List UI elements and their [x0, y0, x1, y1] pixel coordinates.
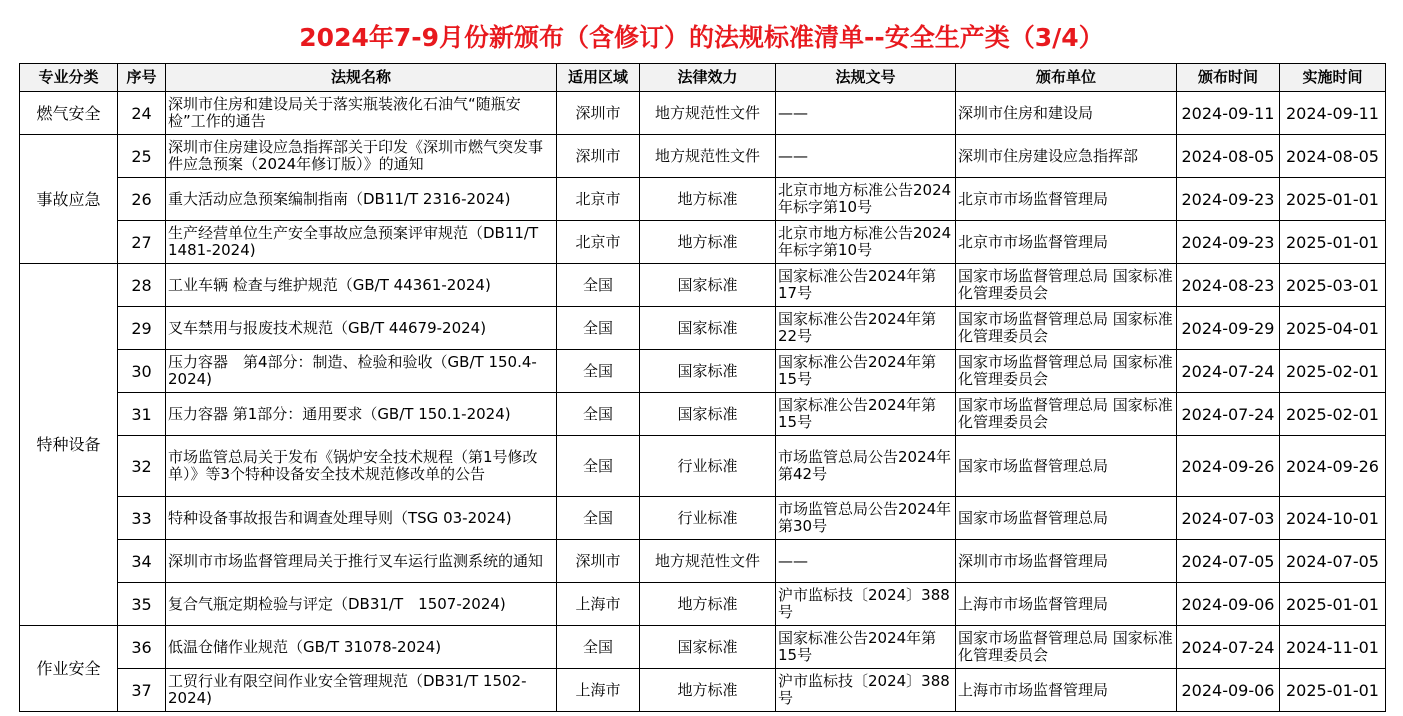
header-category: 专业分类: [20, 64, 118, 92]
table-row: [20, 350, 1386, 393]
row-issuer: 北京市市场监督管理局: [956, 221, 1177, 264]
row-name: 工贸行业有限空间作业安全管理规范（DB31/T 1502-2024): [166, 669, 557, 712]
row-docno: 国家标准公告2024年第15号: [776, 350, 956, 393]
row-name: 叉车禁用与报废技术规范（GB/T 44679-2024): [166, 307, 557, 350]
row-region: 全国: [557, 436, 640, 497]
row-name: 压力容器 第4部分：制造、检验和验收（GB/T 150.4-2024): [166, 350, 557, 393]
row-docno: ——: [776, 92, 956, 135]
row-effect: 国家标准: [640, 350, 776, 393]
regulation-table: [19, 63, 1386, 712]
row-effect: 地方标准: [640, 669, 776, 712]
row-docno: 北京市地方标准公告2024年标字第10号: [776, 178, 956, 221]
table-row: [20, 307, 1386, 350]
row-pub-date: 2024-09-29: [1177, 307, 1280, 350]
row-impl-date: 2025-01-01: [1280, 221, 1386, 264]
row-no: 36: [118, 626, 166, 669]
row-pub-date: 2024-09-26: [1177, 436, 1280, 497]
row-impl-date: 2024-09-11: [1280, 92, 1386, 135]
row-pub-date: 2024-08-23: [1177, 264, 1280, 307]
row-effect: 地方规范性文件: [640, 135, 776, 178]
row-effect: 地方标准: [640, 221, 776, 264]
row-name: 市场监管总局关于发布《锅炉安全技术规程（第1号修改单）》等3个特种设备安全技术规范修改单的公告: [166, 436, 557, 497]
row-docno: 国家标准公告2024年第15号: [776, 626, 956, 669]
row-pub-date: 2024-07-24: [1177, 350, 1280, 393]
row-name: 深圳市住房建设应急指挥部关于印发《深圳市燃气突发事件应急预案（2024年修订版）》的通知: [166, 135, 557, 178]
row-impl-date: 2024-11-01: [1280, 626, 1386, 669]
header-docno: 法规文号: [776, 64, 956, 92]
row-region: 上海市: [557, 669, 640, 712]
category-cell: 特种设备: [20, 264, 118, 626]
table-row: [20, 92, 1386, 135]
row-impl-date: 2024-07-05: [1280, 540, 1386, 583]
category-cell: 燃气安全: [20, 92, 118, 135]
row-impl-date: 2024-10-01: [1280, 497, 1386, 540]
header-impl-date: 实施时间: [1280, 64, 1386, 92]
row-effect: 地方规范性文件: [640, 92, 776, 135]
row-docno: 国家标准公告2024年第17号: [776, 264, 956, 307]
table-row: [20, 135, 1386, 178]
table-row: [20, 626, 1386, 669]
row-no: 33: [118, 497, 166, 540]
row-issuer: 上海市市场监督管理局: [956, 583, 1177, 626]
row-name: 工业车辆 检查与维护规范（GB/T 44361-2024): [166, 264, 557, 307]
row-name: 复合气瓶定期检验与评定（DB31/T 1507-2024): [166, 583, 557, 626]
row-pub-date: 2024-09-23: [1177, 221, 1280, 264]
row-impl-date: 2025-03-01: [1280, 264, 1386, 307]
page-title: 2024年7-9月份新颁布（含修订）的法规标准清单--安全生产类（3/4）: [299, 23, 1104, 52]
header-pub-date: 颁布时间: [1177, 64, 1280, 92]
row-effect: 国家标准: [640, 307, 776, 350]
row-effect: 地方规范性文件: [640, 540, 776, 583]
row-issuer: 国家市场监督管理总局: [956, 497, 1177, 540]
row-region: 全国: [557, 497, 640, 540]
table-row: [20, 264, 1386, 307]
row-pub-date: 2024-07-24: [1177, 626, 1280, 669]
row-impl-date: 2024-08-05: [1280, 135, 1386, 178]
row-impl-date: 2024-09-26: [1280, 436, 1386, 497]
row-no: 30: [118, 350, 166, 393]
table-row: [20, 540, 1386, 583]
table-row: [20, 583, 1386, 626]
table-row: [20, 436, 1386, 497]
row-effect: 地方标准: [640, 178, 776, 221]
row-no: 28: [118, 264, 166, 307]
row-docno: 市场监管总局公告2024年第42号: [776, 436, 956, 497]
row-impl-date: 2025-04-01: [1280, 307, 1386, 350]
row-issuer: 国家市场监督管理总局 国家标准化管理委员会: [956, 307, 1177, 350]
row-region: 全国: [557, 350, 640, 393]
header-no: 序号: [118, 64, 166, 92]
row-docno: 市场监管总局公告2024年第30号: [776, 497, 956, 540]
table-row: [20, 669, 1386, 712]
row-name: 低温仓储作业规范（GB/T 31078-2024): [166, 626, 557, 669]
row-impl-date: 2025-01-01: [1280, 178, 1386, 221]
row-issuer: 北京市市场监督管理局: [956, 178, 1177, 221]
row-region: 北京市: [557, 221, 640, 264]
row-name: 压力容器 第1部分：通用要求（GB/T 150.1-2024): [166, 393, 557, 436]
row-issuer: 国家市场监督管理总局 国家标准化管理委员会: [956, 626, 1177, 669]
header-name: 法规名称: [166, 64, 557, 92]
row-no: 25: [118, 135, 166, 178]
row-no: 31: [118, 393, 166, 436]
row-impl-date: 2025-01-01: [1280, 669, 1386, 712]
row-no: 34: [118, 540, 166, 583]
row-issuer: 深圳市住房和建设局: [956, 92, 1177, 135]
row-pub-date: 2024-09-06: [1177, 669, 1280, 712]
row-docno: 沪市监标技〔2024〕388号: [776, 669, 956, 712]
row-impl-date: 2025-02-01: [1280, 350, 1386, 393]
header-effect: 法律效力: [640, 64, 776, 92]
row-effect: 国家标准: [640, 393, 776, 436]
row-issuer: 深圳市住房建设应急指挥部: [956, 135, 1177, 178]
table-row: [20, 221, 1386, 264]
row-docno: 国家标准公告2024年第22号: [776, 307, 956, 350]
row-no: 32: [118, 436, 166, 497]
row-name: 特种设备事故报告和调查处理导则（TSG 03-2024): [166, 497, 557, 540]
row-impl-date: 2025-01-01: [1280, 583, 1386, 626]
row-region: 上海市: [557, 583, 640, 626]
row-region: 全国: [557, 626, 640, 669]
row-pub-date: 2024-09-23: [1177, 178, 1280, 221]
row-docno: 沪市监标技〔2024〕388号: [776, 583, 956, 626]
category-cell: 事故应急: [20, 135, 118, 264]
row-issuer: 国家市场监督管理总局 国家标准化管理委员会: [956, 264, 1177, 307]
row-region: 全国: [557, 264, 640, 307]
row-pub-date: 2024-07-03: [1177, 497, 1280, 540]
row-impl-date: 2025-02-01: [1280, 393, 1386, 436]
table-header-row: [20, 64, 1386, 92]
row-name: 生产经营单位生产安全事故应急预案评审规范（DB11/T 1481-2024): [166, 221, 557, 264]
header-issuer: 颁布单位: [956, 64, 1177, 92]
row-effect: 行业标准: [640, 436, 776, 497]
row-docno: ——: [776, 135, 956, 178]
row-docno: 国家标准公告2024年第15号: [776, 393, 956, 436]
row-docno: 北京市地方标准公告2024年标字第10号: [776, 221, 956, 264]
table-row: [20, 497, 1386, 540]
row-no: 26: [118, 178, 166, 221]
table-body: [20, 92, 1386, 712]
row-no: 37: [118, 669, 166, 712]
row-issuer: 国家市场监督管理总局 国家标准化管理委员会: [956, 350, 1177, 393]
row-pub-date: 2024-07-24: [1177, 393, 1280, 436]
table-row: [20, 393, 1386, 436]
row-effect: 地方标准: [640, 583, 776, 626]
row-region: 全国: [557, 307, 640, 350]
row-issuer: 上海市市场监督管理局: [956, 669, 1177, 712]
row-effect: 国家标准: [640, 264, 776, 307]
row-pub-date: 2024-07-05: [1177, 540, 1280, 583]
row-region: 深圳市: [557, 540, 640, 583]
row-name: 深圳市住房和建设局关于落实瓶装液化石油气“随瓶安检”工作的通告: [166, 92, 557, 135]
row-no: 29: [118, 307, 166, 350]
row-name: 重大活动应急预案编制指南（DB11/T 2316-2024): [166, 178, 557, 221]
row-region: 深圳市: [557, 135, 640, 178]
row-issuer: 深圳市市场监督管理局: [956, 540, 1177, 583]
row-region: 北京市: [557, 178, 640, 221]
row-region: 深圳市: [557, 92, 640, 135]
row-no: 27: [118, 221, 166, 264]
row-issuer: 国家市场监督管理总局: [956, 436, 1177, 497]
row-pub-date: 2024-08-05: [1177, 135, 1280, 178]
row-region: 全国: [557, 393, 640, 436]
row-docno: ——: [776, 540, 956, 583]
category-cell: 作业安全: [20, 626, 118, 712]
row-effect: 行业标准: [640, 497, 776, 540]
table-row: [20, 178, 1386, 221]
row-pub-date: 2024-09-06: [1177, 583, 1280, 626]
row-no: 35: [118, 583, 166, 626]
row-pub-date: 2024-09-11: [1177, 92, 1280, 135]
header-region: 适用区域: [557, 64, 640, 92]
row-issuer: 国家市场监督管理总局 国家标准化管理委员会: [956, 393, 1177, 436]
row-name: 深圳市市场监督管理局关于推行叉车运行监测系统的通知: [166, 540, 557, 583]
row-no: 24: [118, 92, 166, 135]
row-effect: 国家标准: [640, 626, 776, 669]
